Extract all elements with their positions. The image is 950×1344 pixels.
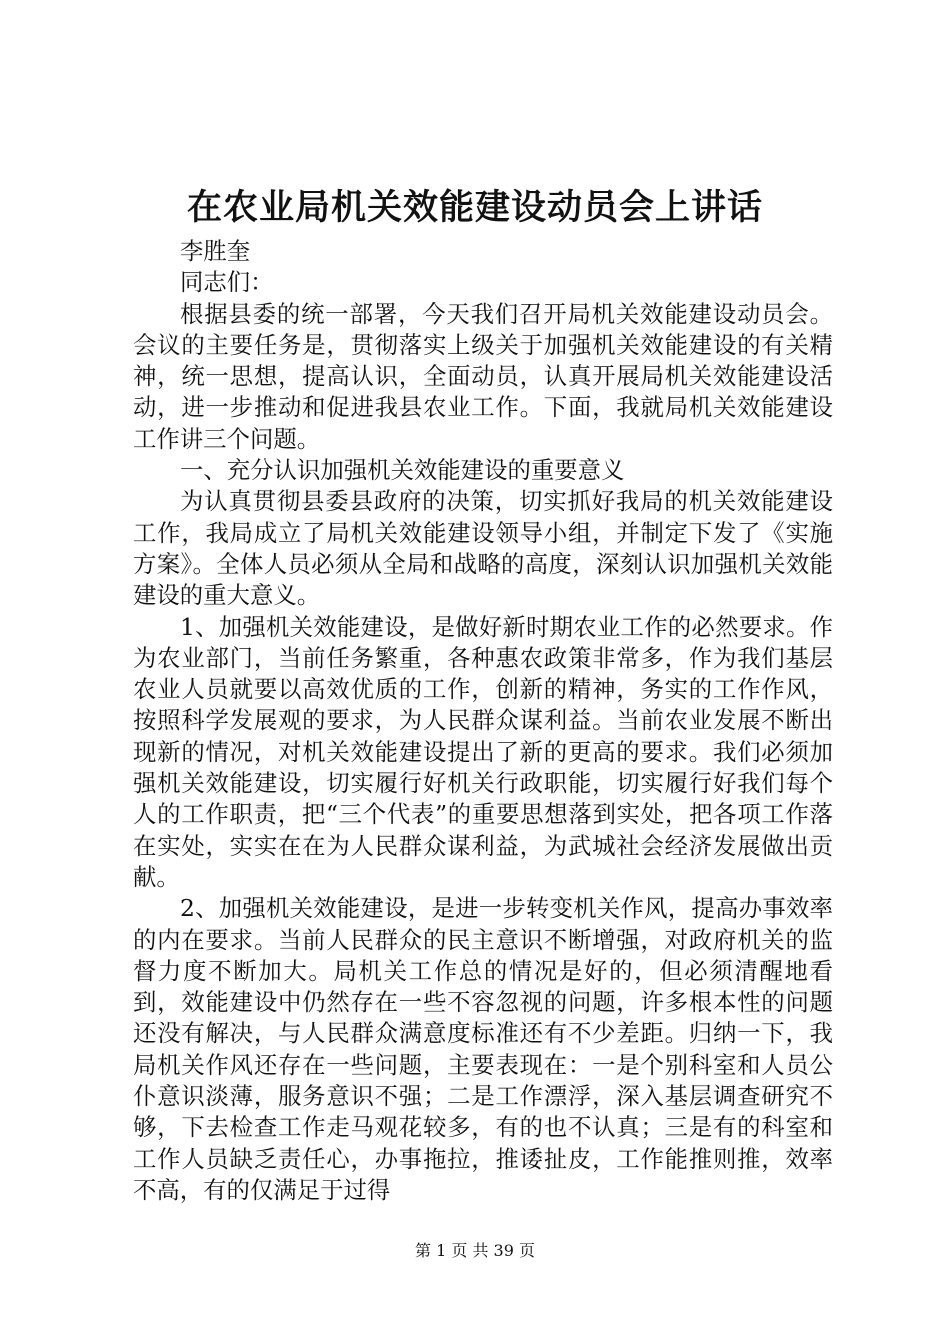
paragraph-intro: 根据县委的统一部署，今天我们召开局机关效能建设动员会。会议的主要任务是，贯彻落实上级关于加强机关效能建设的有关精神，统一思想，提高认识，全面动员，认真开展局机关效能建设活动，进一步推动和促进我县农业工作。下面，我就局机关效能建设工作讲三个问题。 [133, 299, 833, 453]
author-line: 李胜奎 [180, 237, 251, 265]
paragraph-point-2: 2、加强机关效能建设，是进一步转变机关作风，提高办事效率的内在要求。当前人民群众的民主意识不断增强，对政府机关的监督力度不断加大。局机关工作总的情况是好的，但必须清醒地看到，效能建设中仍然存在一些不容忽视的问题，许多根本性的问题还没有解决，与人民群众满意度标准还有不少差距。归纳一下，我局机关作风还存在一些问题，主要表现在：一是个别科室和人员公仆意识淡薄，服务意识不强；二是工作漂浮，深入基层调查研究不够，下去检查工作走马观花较多，有的也不认真；三是有的科室和工作人员缺乏责任心，办事拖拉，推诿扯皮，工作能推则推，效率不高，有的仅满足于过得 [133, 894, 833, 1204]
document-title: 在农业局机关效能建设动员会上讲话 [186, 188, 763, 228]
salutation-line: 同志们： [180, 268, 274, 297]
section-heading-1: 一、充分认识加强机关效能建设的重要意义 [180, 456, 625, 485]
paragraph-point-1: 1、加强机关效能建设，是做好新时期农业工作的必然要求。作为农业部门，当前任务繁重，各种惠农政策非常多，作为我们基层农业人员就要以高效优质的工作，创新的精神，务实的工作作风，按照科学发展观的要求，为人民群众谋利益。当前农业发展不断出现新的情况，对机关效能建设提出了新的更高的要求。我们必须加强机关效能建设，切实履行好机关行政职能，切实履行好我们每个人的工作职责，把“三个代表”的重要思想落到实处，把各项工作落在实处，实实在在为人民群众谋利益，为武城社会经济发展做出贡献。 [133, 612, 833, 891]
page-number-footer: 第 1 页 共 39 页 [415, 1241, 535, 1260]
paragraph-plan: 为认真贯彻县委县政府的决策，切实抓好我局的机关效能建设工作，我局成立了局机关效能建设领导小组，并制定下发了《实施方案》。全体人员必须从全局和战略的高度，深刻认识加强机关效能建设的重大意义。 [133, 487, 833, 610]
document-body [133, 236, 833, 1206]
